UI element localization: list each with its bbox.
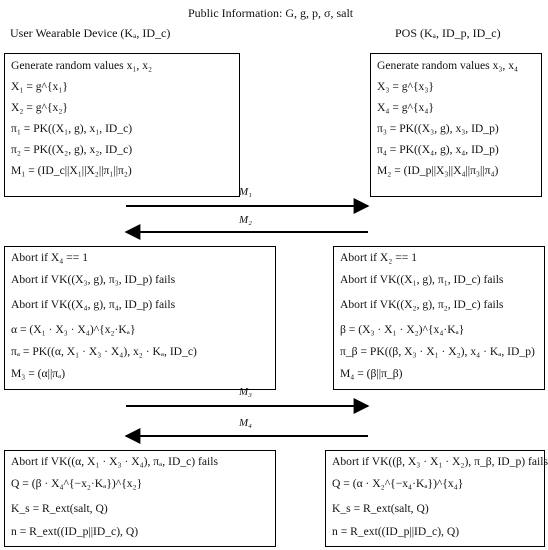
round1-left-line: X₁ = g^{x₁} [11,80,68,93]
round3-left-line: K_s = R_ext(salt, Q) [11,502,108,515]
round2-left-line: α = (X₁ · X₃ · X₄)^{x₂·Kₐ} [11,323,136,336]
public-information: Public Information: G, g, p, σ, salt [188,6,354,20]
round2-right-line: Abort if VK((X₁, g), π₁, ID_c) fails [340,273,504,286]
round1-right-line: M₂ = (ID_p||X₃||X₄||π₃||π₄) [377,164,499,177]
round2-right-line: β = (X₃ · X₁ · X₂)^{x₄·Kₐ} [340,323,465,336]
round1-right-line: X₃ = g^{x₃} [377,80,434,93]
round3-right-line: Abort if VK((β, X₃ · X₁ · X₂), π_β, ID_p) fails [332,455,548,468]
round2-left-line: πₐ = PK((α, X₁ · X₃ · X₄), x₂ · Kₐ, ID_c) [11,345,197,358]
round1-left-line: Generate random values x₁, x₂ [11,59,153,72]
round3-right-line: n = R_ext((ID_p||ID_c), Q) [332,525,460,538]
round2-right-line: Abort if VK((X₂, g), π₂, ID_c) fails [340,298,504,311]
message-m2-label: M₂ [239,214,252,226]
message-m4-label: M₄ [239,417,252,429]
round2-right-line: M₄ = (β||π_β) [340,367,403,380]
round3-right-line: Q = (α · X₂^{−x₄·Kₐ})^{x₄} [332,477,464,490]
left-party-label: User Wearable Device (Kₐ, ID_c) [10,26,171,40]
round3-left-line: Abort if VK((α, X₁ · X₃ · X₄), πₐ, ID_c) fails [11,455,218,468]
round1-left-line: X₂ = g^{x₂} [11,101,68,114]
message-m1-label: M₁ [239,186,252,198]
round1-right-line: X₄ = g^{x₄} [377,101,434,114]
round1-left-line: M₁ = (ID_c||X₁||X₂||π₁||π₂) [11,164,132,177]
round2-left-line: Abort if VK((X₃, g), π₃, ID_p) fails [11,273,176,286]
round2-left-line: Abort if X₄ == 1 [11,251,89,264]
round1-right-line: π₃ = PK((X₃, g), x₃, ID_p) [377,122,499,135]
right-party-label: POS (Kₐ, ID_p, ID_c) [395,26,501,40]
round2-left-line: M₃ = (α||πₐ) [11,367,66,380]
round3-left-line: Q = (β · X₄^{−x₂·Kₐ})^{x₂} [11,477,143,490]
round1-right-line: π₄ = PK((X₄, g), x₄, ID_p) [377,143,499,156]
round2-left-line: Abort if VK((X₄, g), π₄, ID_p) fails [11,298,176,311]
round2-right-line: π_β = PK((β, X₃ · X₁ · X₂), x₄ · Kₐ, ID_p) [340,345,535,358]
round1-right-line: Generate random values x₃, x₄ [377,59,519,72]
round3-left-line: n = R_ext((ID_p||ID_c), Q) [11,525,139,538]
round2-right-line: Abort if X₂ == 1 [340,251,418,264]
round3-right-line: K_s = R_ext(salt, Q) [332,502,429,515]
round1-left-line: π₁ = PK((X₁, g), x₁, ID_c) [11,122,133,135]
round1-left-line: π₂ = PK((X₂, g), x₂, ID_c) [11,143,133,156]
message-m3-label: M₃ [239,386,252,398]
